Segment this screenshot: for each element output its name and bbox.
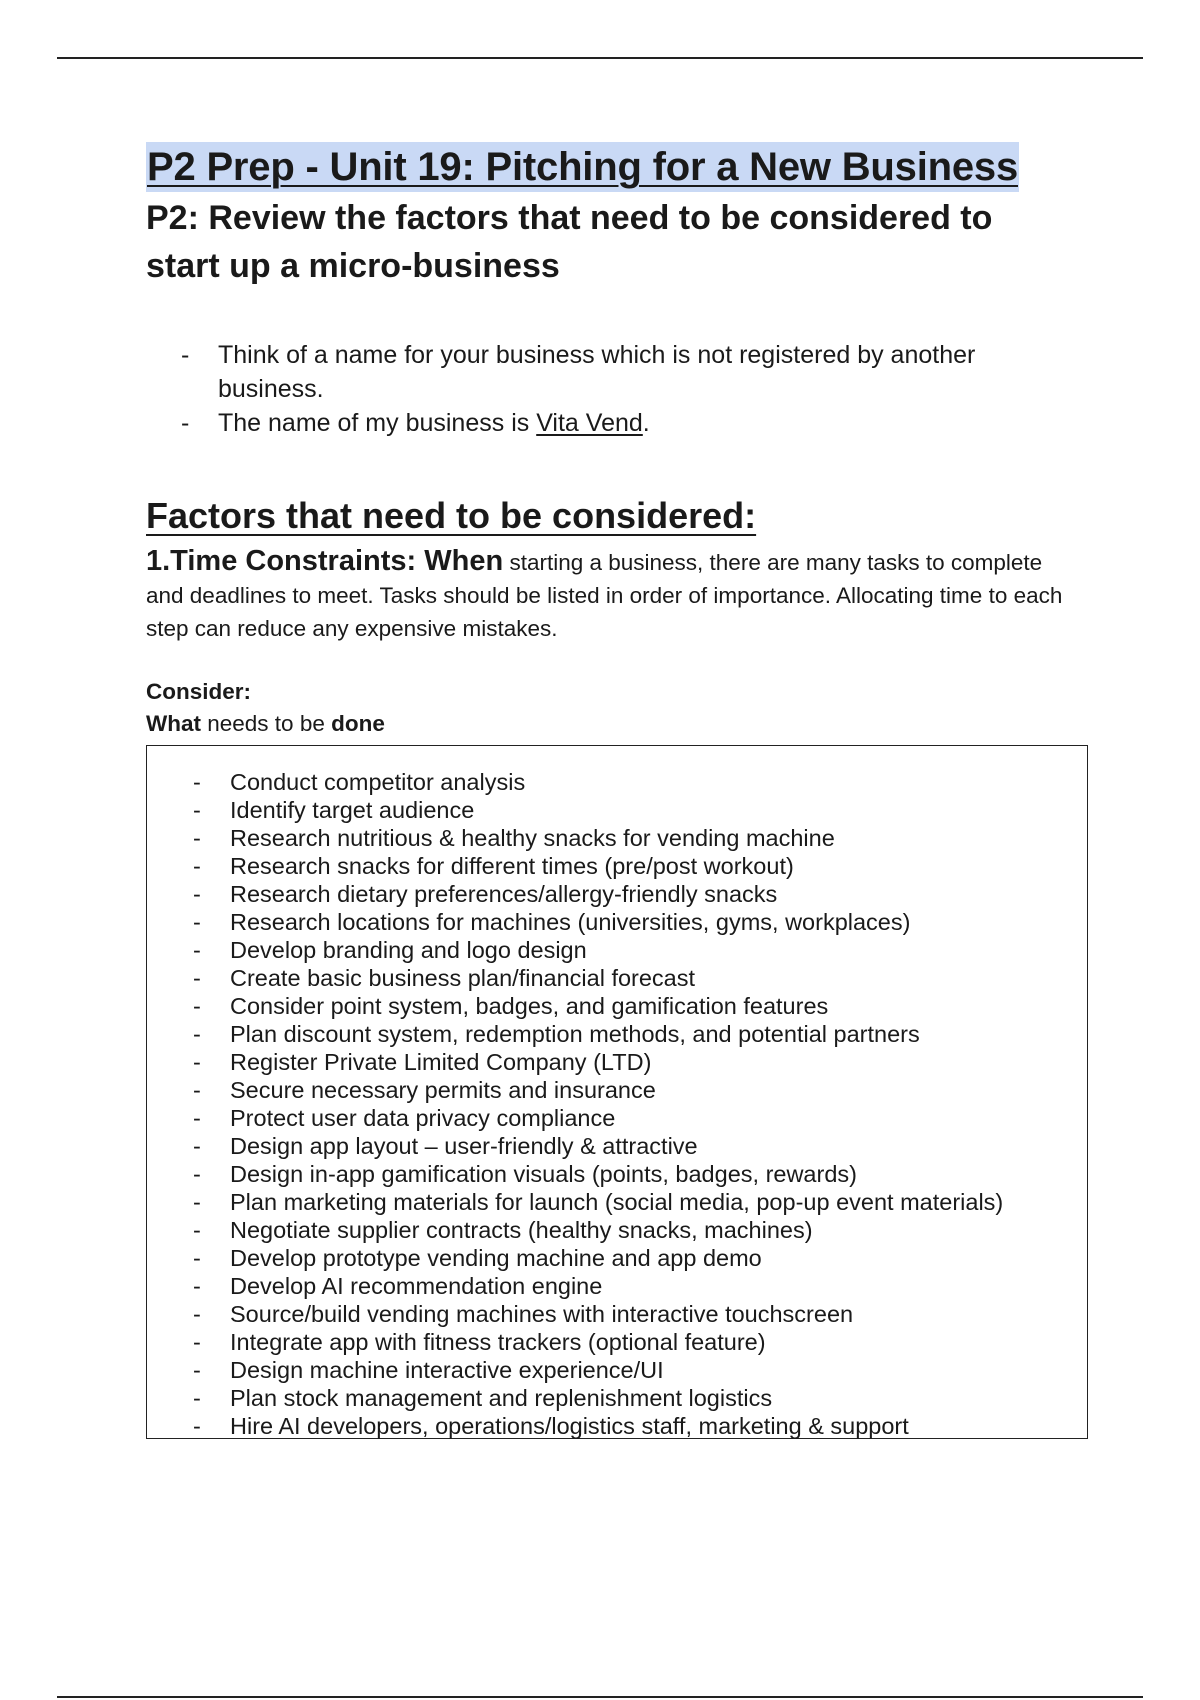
task-text: Design in-app gamification visuals (points, badges, rewards) [230,1161,857,1187]
task-text: Register Private Limited Company (LTD) [230,1049,652,1075]
task-text: Protect user data privacy compliance [230,1105,616,1131]
task-text: Research dietary preferences/allergy-friendly snacks [230,881,778,907]
task-list-box [146,745,1088,1439]
bullet-dash: - [181,341,190,369]
bullet-dash: - [193,1217,201,1243]
task-list-item [147,1020,1087,1048]
task-text: Research snacks for different times (pre/post workout) [230,853,794,879]
bullet-dash: - [193,1245,201,1271]
task-text: Source/build vending machines with interactive touchscreen [230,1301,854,1327]
task-text: Research nutritious & healthy snacks for vending machine [230,825,835,851]
consider-middle: needs to be [201,711,332,736]
task-text: Develop branding and logo design [230,937,587,963]
bullet-dash: - [193,1357,201,1383]
factors-heading: Factors that need to be considered: [146,495,757,536]
bullet-dash: - [193,1077,201,1103]
task-text: Negotiate supplier contracts (healthy snacks, machines) [230,1217,813,1243]
task-list-item [147,1132,1087,1160]
bullet-text: Think of a name for your business which is not registered by another business. [218,341,976,403]
task-list-item [147,1328,1087,1356]
task-list-item [147,1160,1087,1188]
bullet-dash: - [193,825,201,851]
bullet-dash: - [193,881,201,907]
task-text: Design machine interactive experience/UI [230,1357,664,1383]
task-text: Develop prototype vending machine and app demo [230,1245,762,1271]
bullet-dash: - [181,409,190,437]
task-list-item [147,1300,1087,1328]
task-list-item [147,1076,1087,1104]
bullet-dash: - [193,1385,201,1411]
task-text: Plan marketing materials for launch (social media, pop-up event materials) [230,1189,1004,1215]
time-constraints-paragraph [146,545,1066,645]
task-list-item [147,1244,1087,1272]
task-list-item [147,1216,1087,1244]
document-title: P2 Prep - Unit 19: Pitching for a New Business [146,142,1019,192]
task-text: Secure necessary permits and insurance [230,1077,656,1103]
task-text: Identify target audience [230,797,475,823]
consider-block [146,676,1096,740]
bullet-text-prefix: The name of my business is [218,409,537,437]
task-list-item [147,1272,1087,1300]
time-constraints-body: starting a business, there are many tasks to complete and deadlines to meet. Tasks should be listed in order of importance. Allocating time to each step can reduce any expensive mistakes. [146,550,1063,641]
bullet-dash: - [193,1273,201,1299]
task-text: Plan stock management and replenishment logistics [230,1385,773,1411]
task-text: Integrate app with fitness trackers (optional feature) [230,1329,766,1355]
task-list-item [147,1048,1087,1076]
bullet-dash: - [193,1301,201,1327]
bullet-dash: - [193,797,201,823]
task-list [147,768,1087,1440]
task-list-item [147,768,1087,796]
document-content [146,142,1096,1439]
business-name: Vita Vend [536,409,643,437]
task-text: Conduct competitor analysis [230,769,526,795]
consider-label: Consider: [146,679,252,704]
task-text: Plan discount system, redemption methods, and potential partners [230,1021,920,1047]
bullet-dash: - [193,993,201,1019]
bullet-dash: - [193,1021,201,1047]
intro-bullet-name-instruction [146,338,1058,406]
intro-bullet-business-name [146,406,1058,440]
task-text: Research locations for machines (universities, gyms, workplaces) [230,909,911,935]
intro-bullet-list [146,338,1096,440]
consider-done: done [331,711,385,736]
task-text: Develop AI recommendation engine [230,1273,603,1299]
time-constraints-lead: 1.Time Constraints: When [146,545,504,577]
task-list-item [147,908,1087,936]
bullet-dash: - [193,853,201,879]
bullet-dash: - [193,965,201,991]
task-list-item [147,1356,1087,1384]
task-text: Hire AI developers, operations/logistics staff, marketing & support [230,1413,909,1439]
task-list-item [147,936,1087,964]
bullet-text-suffix: . [642,409,650,437]
bullet-dash: - [193,1105,201,1131]
task-text: Consider point system, badges, and gamification features [230,993,829,1019]
bottom-page-rule [57,1696,1143,1698]
task-text: Design app layout – user-friendly & attractive [230,1133,698,1159]
bullet-dash: - [193,937,201,963]
document-subtitle: P2: Review the factors that need to be considered to start up a micro-business [146,199,993,285]
task-list-item [147,964,1087,992]
task-list-item [147,992,1087,1020]
bullet-dash: - [193,1413,201,1439]
task-text: Create basic business plan/financial forecast [230,965,696,991]
bullet-dash: - [193,1049,201,1075]
bullet-dash: - [193,1189,201,1215]
consider-what-line [146,708,1096,740]
task-list-item [147,796,1087,824]
bullet-dash: - [193,1161,201,1187]
bullet-dash: - [193,1329,201,1355]
task-list-item [147,1104,1087,1132]
bullet-dash: - [193,909,201,935]
task-list-item [147,824,1087,852]
task-list-item [147,1188,1087,1216]
bullet-dash: - [193,1133,201,1159]
task-list-item [147,880,1087,908]
task-list-item [147,852,1087,880]
task-list-item [147,1412,1087,1440]
consider-what: What [146,711,201,736]
top-page-rule [57,57,1143,59]
bullet-dash: - [193,769,201,795]
task-list-item [147,1384,1087,1412]
